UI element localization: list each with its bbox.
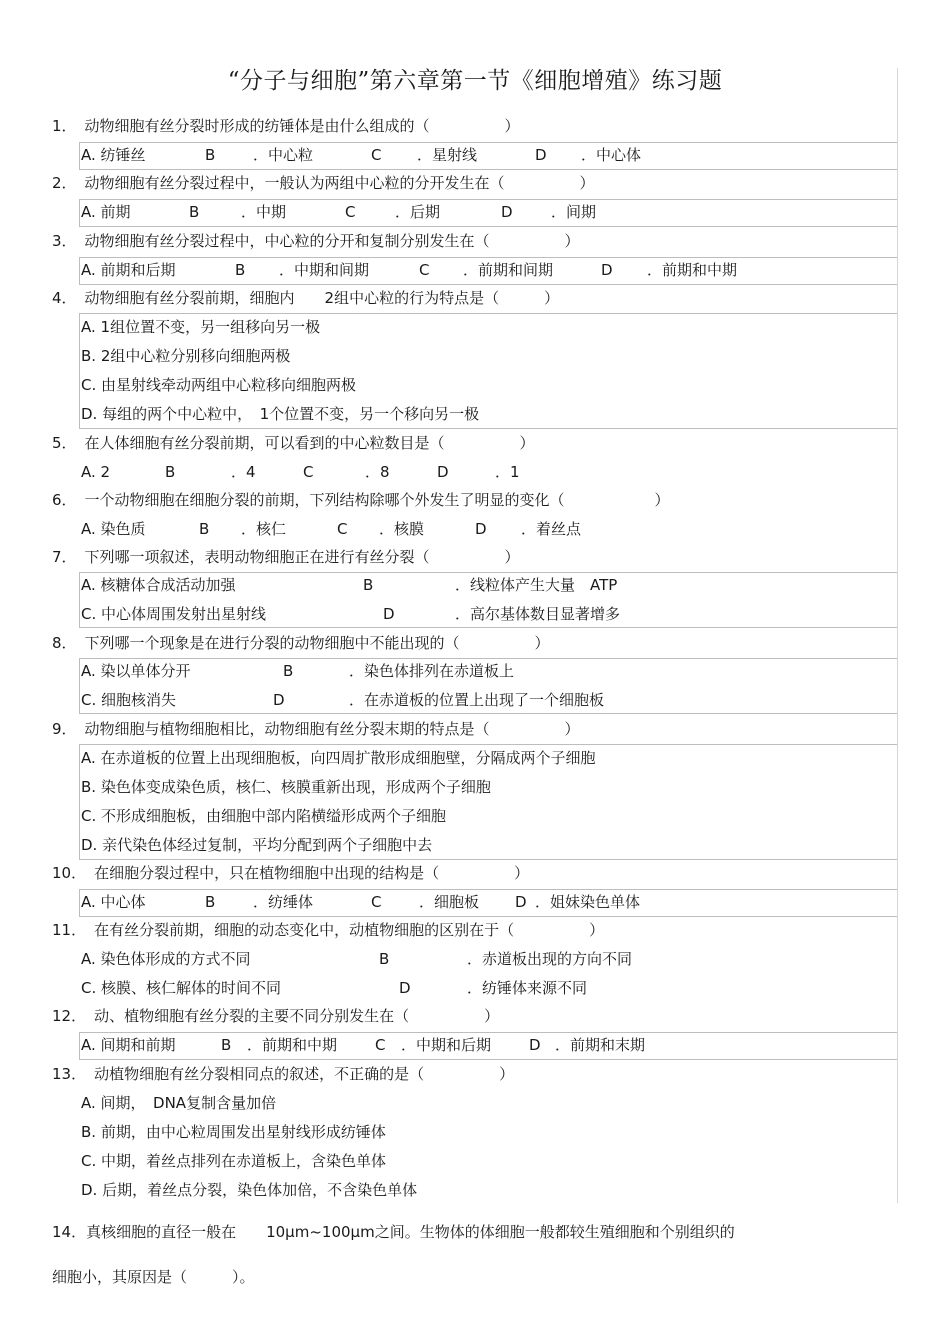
option-b: ．4 <box>231 463 256 481</box>
option-c: C. 核膜、核仁解体的时间不同 <box>81 979 282 997</box>
option-b: ．核仁 <box>241 520 287 538</box>
option-b-letter: B <box>363 576 374 594</box>
option-b: ．赤道板出现的方向不同 <box>467 950 633 968</box>
question-2 <box>52 173 595 193</box>
option-a: A. 中心体 <box>81 893 146 911</box>
question-13 <box>52 1064 514 1084</box>
option-c-letter: C <box>345 203 356 221</box>
option-c: ．核膜 <box>379 520 425 538</box>
option-a: A. 间期和前期 <box>81 1036 176 1054</box>
option-c: ．前期和间期 <box>463 261 554 279</box>
question-number: 2． <box>52 174 77 192</box>
option-c: C. 中期，着丝点排列在赤道板上，含染色单体 <box>81 1152 387 1170</box>
option-a: A. 染色体形成的方式不同 <box>81 950 251 968</box>
question-number: 5． <box>52 434 77 452</box>
option-c: C. 由星射线牵动两组中心粒移向细胞两极 <box>81 376 357 394</box>
option-d: D. 每组的两个中心粒中， 1个位置不变，另一个移向另一极 <box>81 405 480 423</box>
option-d: ．中心体 <box>581 146 642 164</box>
question-text: 一个动物细胞在细胞分裂的前期，下列结构除哪个外发生了明显的变化（ ） <box>84 491 670 509</box>
question-text: 动物细胞有丝分裂前期，细胞内 2组中心粒的行为特点是（ ） <box>84 289 560 307</box>
question-7 <box>52 547 520 567</box>
option-d: ．在赤道板的位置上出现了一个细胞板 <box>349 691 605 709</box>
option-d-letter: D <box>601 261 613 279</box>
option-b-letter: B <box>379 950 390 968</box>
option-b-letter: B <box>199 520 210 538</box>
question-number: 7． <box>52 548 77 566</box>
question-number: 8． <box>52 634 77 652</box>
option-a: A. 在赤道板的位置上出现细胞板，向四周扩散形成细胞壁，分隔成两个子细胞 <box>81 749 596 767</box>
question-text: 动物细胞有丝分裂过程中，中心粒的分开和复制分别发生在（ ） <box>84 232 580 250</box>
options-box-10 <box>79 889 897 917</box>
option-b-letter: B <box>165 463 176 481</box>
option-d: ．姐妹染色单体 <box>535 893 641 911</box>
option-b-letter: B <box>205 146 216 164</box>
question-text: 动物细胞与植物细胞相比，动物细胞有丝分裂末期的特点是（ ） <box>84 720 580 738</box>
option-b: ．中心粒 <box>253 146 314 164</box>
option-b-letter: B <box>205 893 216 911</box>
question-text: 动物细胞有丝分裂过程中，一般认为两组中心粒的分开发生在（ ） <box>84 174 595 192</box>
question-4 <box>52 288 559 308</box>
option-d: ．前期和中期 <box>647 261 738 279</box>
page-title: “分子与细胞”第六章第一节《细胞增殖》练习题 <box>227 68 723 94</box>
option-a: A. 2 <box>81 463 111 481</box>
option-d-letter: D <box>399 979 411 997</box>
question-10 <box>52 863 529 883</box>
option-d: D. 亲代染色体经过复制，平均分配到两个子细胞中去 <box>81 836 433 854</box>
option-b: B. 前期，由中心粒周围发出星射线形成纺锤体 <box>81 1123 386 1141</box>
option-b: ．染色体排列在赤道板上 <box>349 662 515 680</box>
option-c: ．中期和后期 <box>401 1036 492 1054</box>
option-b: B. 2组中心粒分别移向细胞两极 <box>81 347 291 365</box>
option-c: C. 不形成细胞板，由细胞中部内陷横缢形成两个子细胞 <box>81 807 447 825</box>
options-box-2 <box>79 199 897 227</box>
options-box-1 <box>79 142 897 170</box>
option-a: A. 间期， DNA复制含量加倍 <box>81 1094 277 1112</box>
question-number: 11． <box>52 921 87 939</box>
option-c-letter: C <box>337 520 348 538</box>
option-c-letter: C <box>419 261 430 279</box>
option-a: A. 核糖体合成活动加强 <box>81 576 236 594</box>
question-text: 动植物细胞有丝分裂相同点的叙述，不正确的是（ ） <box>94 1065 515 1083</box>
option-b-letter: B <box>283 662 294 680</box>
question-3 <box>52 231 580 251</box>
option-d: ．高尔基体数目显著增多 <box>455 605 621 623</box>
question-text: 真核细胞的直径一般在 10μm~100μm之间。生物体的体细胞一般都较生殖细胞和个别组织的 <box>86 1223 735 1241</box>
option-b: ．中期和间期 <box>279 261 370 279</box>
option-c-letter: C <box>371 146 382 164</box>
question-11 <box>52 920 604 940</box>
option-d: ．间期 <box>551 203 597 221</box>
option-d-letter: D <box>437 463 449 481</box>
question-text: 在人体细胞有丝分裂前期，可以看到的中心粒数目是（ ） <box>84 434 535 452</box>
question-number: 1． <box>52 117 77 135</box>
question-number: 3． <box>52 232 77 250</box>
question-number: 6． <box>52 491 77 509</box>
option-a: A. 前期 <box>81 203 131 221</box>
option-d: ．1 <box>495 463 520 481</box>
question-1 <box>52 116 520 136</box>
question-6 <box>52 490 670 510</box>
option-b: ．线粒体产生大量 ATP <box>455 576 618 594</box>
option-c: ．星射线 <box>417 146 478 164</box>
option-d: ．前期和末期 <box>555 1036 646 1054</box>
question-text: 下列哪一项叙述，表明动物细胞正在进行有丝分裂（ ） <box>84 548 520 566</box>
option-c-letter: C <box>375 1036 386 1054</box>
question-number: 9． <box>52 720 77 738</box>
option-a: A. 前期和后期 <box>81 261 176 279</box>
question-9 <box>52 719 580 739</box>
question-12 <box>52 1006 499 1026</box>
option-c: C. 中心体周围发射出星射线 <box>81 605 267 623</box>
question-text: 在细胞分裂过程中，只在植物细胞中出现的结构是（ ） <box>94 864 530 882</box>
question-text: 动物细胞有丝分裂时形成的纺锤体是由什么组成的（ ） <box>84 117 520 135</box>
option-b-letter: B <box>221 1036 232 1054</box>
option-a: A. 1组位置不变，另一组移向另一极 <box>81 318 321 336</box>
option-b-letter: B <box>235 261 246 279</box>
option-c: ．8 <box>365 463 390 481</box>
question-14-line1 <box>52 1222 735 1242</box>
question-14-line2: 细胞小，其原因是（ ）。 <box>52 1268 255 1286</box>
option-b: B. 染色体变成染色质，核仁、核膜重新出现，形成两个子细胞 <box>81 778 491 796</box>
option-c: C. 细胞核消失 <box>81 691 177 709</box>
option-d-letter: D <box>515 893 527 911</box>
option-d: ．纺锤体来源不同 <box>467 979 588 997</box>
option-b: ．中期 <box>241 203 287 221</box>
option-d-letter: D <box>529 1036 541 1054</box>
option-d-letter: D <box>535 146 547 164</box>
question-text: 动、植物细胞有丝分裂的主要不同分别发生在（ ） <box>94 1007 500 1025</box>
question-5 <box>52 433 535 453</box>
question-8 <box>52 633 550 653</box>
option-d-letter: D <box>383 605 395 623</box>
option-c: ．细胞板 <box>419 893 480 911</box>
question-number: 14． <box>52 1223 87 1241</box>
option-b: ．前期和中期 <box>247 1036 338 1054</box>
option-c-letter: C <box>371 893 382 911</box>
option-b: ．纺缍体 <box>253 893 314 911</box>
option-d: D. 后期，着丝点分裂，染色体加倍，不含染色单体 <box>81 1181 418 1199</box>
option-d-letter: D <box>475 520 487 538</box>
question-number: 10． <box>52 864 87 882</box>
option-d-letter: D <box>273 691 285 709</box>
option-d: ．着丝点 <box>521 520 582 538</box>
question-number: 12． <box>52 1007 87 1025</box>
option-d-letter: D <box>501 203 513 221</box>
option-c-letter: C <box>303 463 314 481</box>
question-text: 下列哪一个现象是在进行分裂的动物细胞中不能出现的（ ） <box>84 634 550 652</box>
page-right-rule <box>897 68 898 1203</box>
option-a: A. 染以单体分开 <box>81 662 191 680</box>
option-a: A. 染色质 <box>81 520 146 538</box>
option-a: A. 纺锤丝 <box>81 146 146 164</box>
option-c: ．后期 <box>395 203 441 221</box>
question-number: 4． <box>52 289 77 307</box>
question-number: 13． <box>52 1065 87 1083</box>
question-text: 在有丝分裂前期，细胞的动态变化中，动植物细胞的区别在于（ ） <box>94 921 605 939</box>
option-b-letter: B <box>189 203 200 221</box>
